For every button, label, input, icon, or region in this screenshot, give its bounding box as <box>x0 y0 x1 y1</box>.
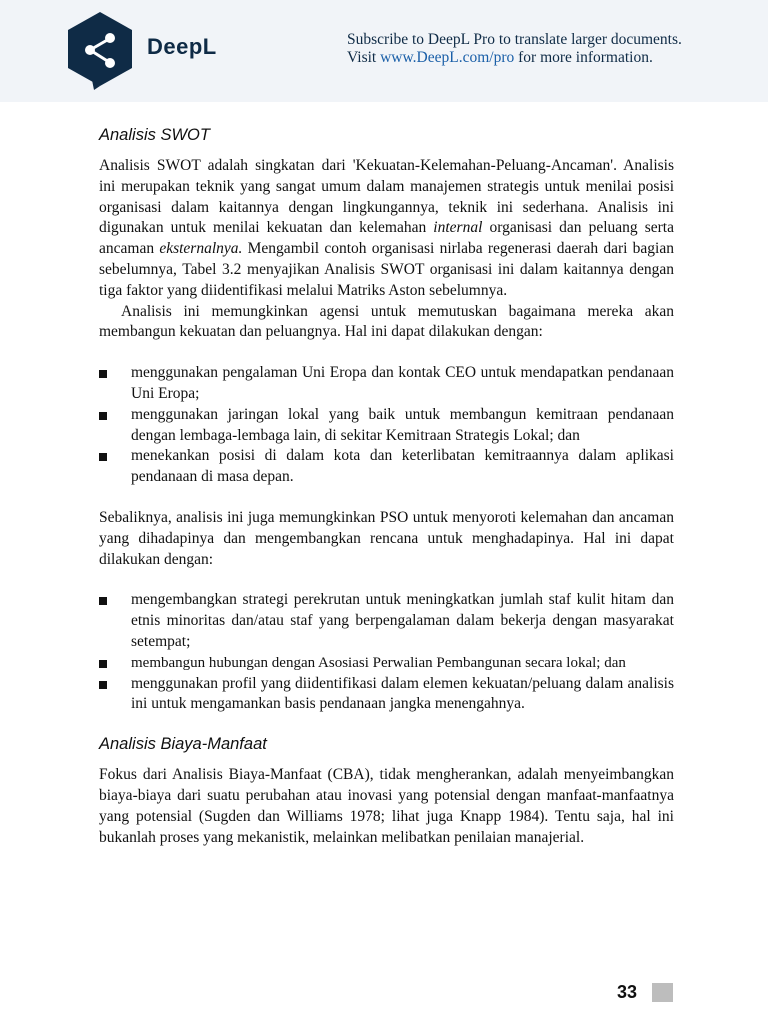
bullet-square-icon <box>99 660 107 668</box>
list-item <box>99 446 674 488</box>
bullet-square-icon <box>99 453 107 461</box>
swot-paragraph-1 <box>99 156 674 302</box>
page-number-marker <box>652 983 673 1002</box>
deepl-banner <box>0 0 768 102</box>
swot-heading: Analisis SWOT <box>99 126 210 144</box>
page-number: 33 <box>617 982 638 1002</box>
promo-end: for more information. <box>514 49 653 66</box>
list-item-text: menggunakan jaringan lokal yang baik untuk membangun kemitraan pendanaan dengan lembaga-lembaga lain, di sekitar Kemitraan Strategis Lokal; dan <box>131 405 674 444</box>
swot-paragraph-3: Sebaliknya, analisis ini juga memungkinkan PSO untuk menyoroti kelemahan dan ancaman yang dihadapinya dan mengembangkan rencana untuk menghadapinya. Hal ini dapat dilakukan dengan: <box>99 508 674 568</box>
page-content <box>99 126 674 848</box>
list-item-text: mengembangkan strategi perekrutan untuk meningkatkan jumlah staf kulit hitam dan etnis minoritas dan/atau staf yang berpengalaman dalam bekerja dengan masyarakat setempat; <box>131 591 674 650</box>
swot-p1-internal: internal <box>433 219 483 237</box>
bullet-square-icon <box>99 412 107 420</box>
deepl-logo-text: DeepL <box>147 34 217 59</box>
list-item-text: menggunakan pengalaman Uni Eropa dan kontak CEO untuk mendapatkan pendanaan Uni Eropa; <box>131 364 674 402</box>
swot-p1-a: Analisis SWOT adalah singkatan dari 'Kekuatan-Kelemahan-Peluang-Ancaman'. Analisis ini merupakan teknik yang sangat umum dalam manajemen strategis untuk menilai posisi organisasi dalam kaitannya dengan lingkungannya, teknik ini sederhana. Analisis ini digunakan untuk menilai kekuatan dan kelemahan <box>99 157 674 237</box>
bullet-square-icon <box>99 597 107 605</box>
list-item <box>99 590 674 652</box>
strengths-list <box>99 363 674 488</box>
swot-p1-eksternal: eksternalnya. <box>159 240 243 258</box>
promo-line: Subscribe to DeepL Pro to translate larger documents. <box>347 31 682 48</box>
swot-p1-b: organisasi dan peluang serta ancaman <box>99 219 674 258</box>
bullet-square-icon <box>99 681 107 689</box>
weaknesses-list <box>99 590 674 715</box>
bullet-square-icon <box>99 370 107 378</box>
promo-visit: Visit <box>347 49 381 66</box>
list-item <box>99 653 685 674</box>
list-item <box>99 674 674 716</box>
list-item <box>99 363 674 405</box>
list-item-text: menekankan posisi di dalam kota dan keterlibatan kemitraannya dalam aplikasi pendanaan di masa depan. <box>131 447 674 486</box>
swot-p1-c: Mengambil contoh organisasi nirlaba regenerasi daerah dari bagian sebelumnya, Tabel 3.2 menyajikan Analisis SWOT organisasi ini dalam kaitannya dengan tiga faktor yang diidentifikasi melalui Matriks Aston sebelumnya. <box>99 240 674 299</box>
list-item-text: menggunakan profil yang diidentifikasi dalam elemen kekuatan/peluang dalam analisis ini untuk mengamankan basis pendanaan jangka menengahnya. <box>131 674 674 713</box>
deepl-pro-link[interactable]: www.DeepL.com/pro <box>380 49 515 66</box>
list-item-text: membangun hubungan dengan Asosiasi Perwalian Pembangunan secara lokal; dan <box>131 654 626 671</box>
cba-paragraph-1: Fokus dari Analisis Biaya-Manfaat (CBA), tidak mengherankan, adalah menyeimbangkan biaya-biaya dari suatu perubahan atau inovasi yang potensial dengan manfaat-manfaatnya yang potensial (Sugden dan Williams 1978; lihat juga Knapp 1984). Tentu saja, hal ini bukanlah proses yang mekanistik, melainkan melibatkan penilaian manajerial. <box>99 766 674 846</box>
subscribe-promo <box>347 31 747 67</box>
cba-heading: Analisis Biaya-Manfaat <box>99 735 267 754</box>
deepl-logo-icon <box>64 10 136 90</box>
swot-paragraph-2: Analisis ini memungkinkan agensi untuk memutuskan bagaimana mereka akan membangun kekuatan dan peluangnya. Hal ini dapat dilakukan dengan: <box>99 302 674 341</box>
list-item <box>99 405 674 447</box>
promo-visit-line <box>347 49 747 67</box>
